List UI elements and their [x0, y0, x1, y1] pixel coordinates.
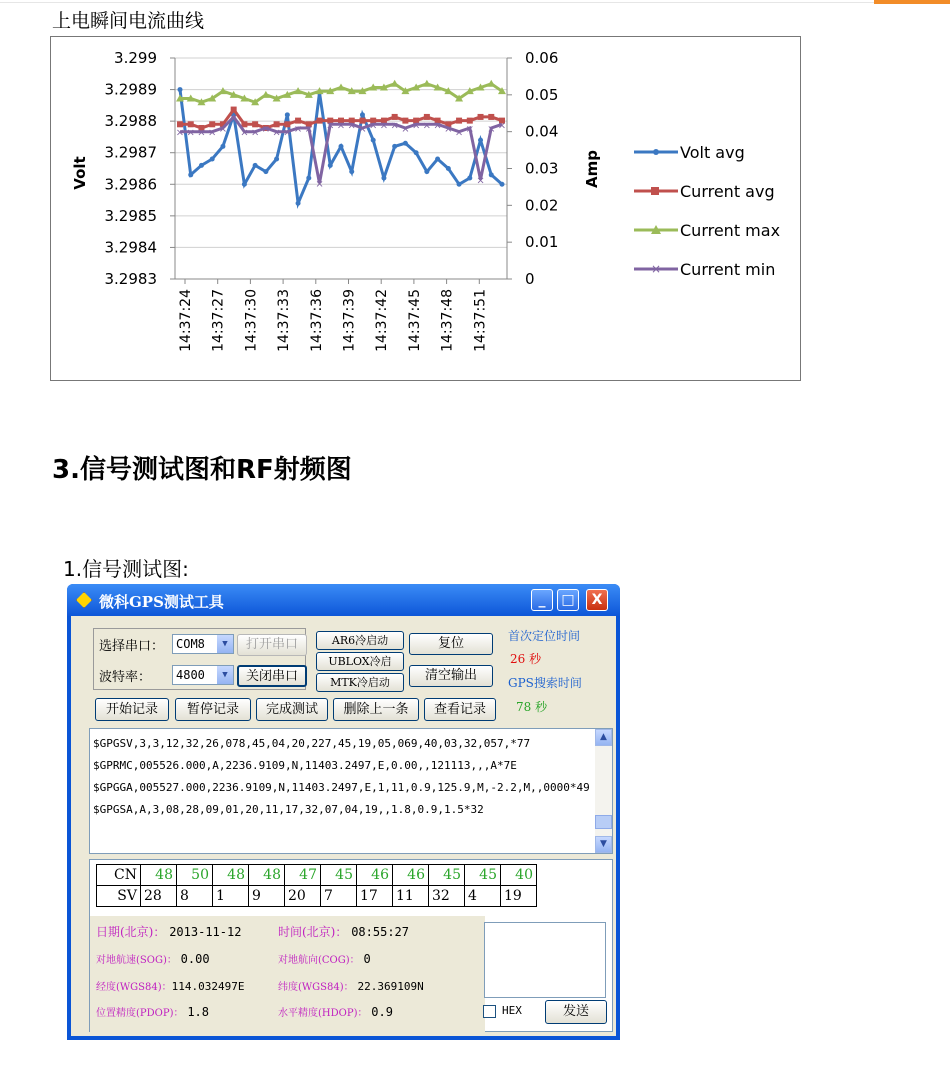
data-point	[178, 87, 183, 92]
data-point	[253, 163, 258, 168]
window-title: 微科GPS测试工具	[99, 593, 224, 611]
scroll-up-icon[interactable]: ▲	[595, 729, 612, 746]
cn-cell: 45	[321, 865, 357, 886]
mtk-cold-start-button[interactable]: MTK冷启动	[316, 673, 404, 692]
x-tick-label: 14:37:33	[276, 289, 293, 352]
hdop-field	[278, 1004, 393, 1019]
open-port-button[interactable]: 打开串口	[237, 634, 307, 656]
status-panel	[89, 859, 613, 1032]
data-point	[478, 138, 483, 143]
y-tick-label: 3.2988	[104, 112, 157, 131]
sv-cell: 11	[393, 886, 429, 907]
finish-test-button[interactable]: 完成测试	[256, 698, 328, 721]
data-point	[252, 121, 258, 127]
data-point: ×	[347, 120, 356, 132]
agps-cold-start-button[interactable]: AR6冷启动	[316, 631, 404, 650]
data-point: ×	[358, 123, 367, 135]
baud-select-value: 4800	[176, 668, 205, 682]
data-point	[457, 182, 462, 187]
app-icon	[76, 592, 92, 608]
date-value: 2013-11-12	[169, 925, 242, 939]
y2-tick-label: 0.06	[525, 49, 559, 67]
data-point	[446, 166, 451, 171]
data-point	[392, 144, 397, 149]
y-tick-label: 3.2985	[104, 206, 157, 225]
data-point: ×	[218, 123, 228, 135]
port-label: 选择串口：	[99, 639, 165, 654]
start-record-button[interactable]: 开始记录	[95, 698, 169, 721]
search-time-value: 78 秒	[516, 700, 548, 714]
delete-last-button[interactable]: 删除上一条	[333, 698, 419, 721]
data-point	[381, 175, 386, 180]
data-point: ×	[379, 120, 389, 132]
first-fix-label: 首次定位时间	[508, 629, 581, 643]
y-tick-label: 3.299	[114, 49, 157, 67]
y-tick-label: 3.2987	[104, 143, 157, 162]
y2-tick-label: 0.01	[525, 233, 559, 252]
data-point: ×	[444, 123, 453, 135]
data-point	[414, 150, 419, 155]
latitude-value: 22.369109N	[357, 980, 424, 993]
title-bar[interactable]	[67, 584, 620, 616]
data-point	[306, 175, 311, 180]
legend-marker	[651, 187, 659, 195]
data-point: ×	[197, 127, 206, 139]
scroll-thumb[interactable]	[595, 815, 612, 829]
data-point	[284, 121, 290, 127]
data-point	[328, 163, 333, 168]
y2-tick-label: 0.03	[525, 159, 559, 178]
pdop-value: 1.8	[187, 1005, 209, 1019]
x-tick-label: 14:37:45	[406, 289, 423, 352]
data-point: ×	[401, 123, 410, 135]
legend-marker	[653, 149, 659, 155]
chart-frame	[50, 36, 801, 381]
current-chart	[51, 37, 802, 382]
data-point	[424, 114, 430, 120]
data-point	[467, 175, 472, 180]
data-point	[242, 182, 247, 187]
data-point: ×	[272, 127, 281, 139]
legend-label: Volt avg	[680, 143, 745, 162]
chart-title: 上电瞬间电流曲线	[52, 10, 205, 32]
data-point: ×	[422, 120, 432, 132]
data-point: ×	[186, 127, 195, 139]
y2-tick-label: 0.04	[525, 122, 559, 141]
data-point: ×	[229, 112, 238, 124]
sv-cell: 19	[501, 886, 537, 907]
data-point	[456, 118, 462, 124]
minimize-button[interactable]: _	[531, 589, 553, 611]
cn-cell: 40	[501, 865, 537, 886]
cn-cell: 48	[249, 865, 285, 886]
data-point: ×	[283, 127, 292, 139]
y2-tick-label: 0.02	[525, 196, 559, 215]
data-point	[371, 138, 376, 143]
ublox-cold-start-button[interactable]: UBLOX冷启	[316, 652, 404, 671]
data-point	[263, 169, 268, 174]
cn-cell: 50	[177, 865, 213, 886]
scroll-down-icon[interactable]: ▼	[595, 836, 612, 853]
x-tick-label: 14:37:36	[308, 289, 325, 352]
data-point: ×	[411, 120, 421, 132]
data-point: ×	[261, 123, 271, 135]
sv-cell: 8	[177, 886, 213, 907]
data-point	[210, 157, 215, 162]
data-point	[349, 169, 354, 174]
sv-row	[97, 886, 537, 907]
data-point: ×	[487, 123, 496, 135]
y2-axis-label: Amp	[583, 150, 601, 188]
x-tick-label: 14:37:42	[374, 289, 391, 352]
x-tick-label: 14:37:39	[341, 289, 358, 352]
data-point	[359, 118, 365, 124]
view-record-button[interactable]: 查看记录	[424, 698, 496, 721]
pdop-label: 位置精度(PDOP)：	[96, 1008, 184, 1019]
data-point: ×	[208, 127, 217, 139]
data-point	[478, 114, 484, 120]
data-point	[435, 157, 440, 162]
data-point: ×	[326, 120, 335, 132]
close-port-button[interactable]: 关闭串口	[237, 665, 307, 687]
data-point	[220, 144, 225, 149]
data-point: ×	[433, 120, 442, 132]
data-point	[403, 141, 408, 146]
chevron-down-icon[interactable]: ▼	[217, 635, 233, 653]
nmea-output[interactable]	[89, 728, 613, 854]
cn-cell: 48	[213, 865, 249, 886]
send-input[interactable]	[484, 922, 606, 998]
pause-record-button[interactable]: 暂停记录	[175, 698, 251, 721]
sog-value: 0.00	[180, 952, 210, 966]
clear-output-button[interactable]: 清空输出	[409, 665, 493, 687]
data-point	[296, 201, 301, 206]
data-point	[488, 114, 494, 120]
latitude-field	[278, 978, 424, 993]
longitude-field	[96, 978, 245, 993]
data-point	[274, 157, 279, 162]
data-point	[317, 118, 323, 124]
data-point: ×	[304, 123, 313, 135]
sub-heading: 1.信号测试图:	[63, 557, 189, 581]
date-label: 日期(北京)：	[96, 925, 166, 939]
cn-cell: 46	[393, 865, 429, 886]
x-tick-label: 14:37:51	[472, 289, 489, 352]
vertical-scrollbar[interactable]	[595, 729, 612, 853]
sv-cell: 20	[285, 886, 321, 907]
y-tick-label: 3.2984	[104, 238, 157, 257]
top-rule	[0, 2, 874, 3]
data-point: ×	[336, 120, 346, 132]
cn-label: CN	[97, 865, 141, 886]
chevron-down-icon[interactable]: ▼	[217, 666, 233, 684]
pdop-field	[96, 1004, 209, 1019]
y-tick-label: 3.2986	[104, 175, 157, 194]
data-point	[402, 118, 408, 124]
longitude-label: 经度(WGS84)：	[96, 982, 172, 993]
data-point: ×	[465, 123, 474, 135]
data-point	[424, 169, 429, 174]
data-point: ×	[454, 127, 464, 139]
port-select[interactable]	[172, 634, 234, 654]
data-point	[177, 121, 183, 127]
data-point	[209, 121, 215, 127]
data-point: ×	[369, 120, 378, 132]
baud-label: 波特率：	[99, 670, 152, 685]
date-field	[96, 923, 241, 940]
hex-checkbox[interactable]	[483, 1005, 496, 1018]
accent-bar	[874, 0, 950, 4]
data-point	[285, 112, 290, 117]
cog-field	[278, 951, 371, 966]
gps-tool-window	[67, 584, 620, 1040]
send-button[interactable]: 发送	[545, 1000, 607, 1024]
satellite-table	[96, 864, 537, 907]
data-point: ×	[476, 175, 485, 187]
data-point	[199, 163, 204, 168]
data-point	[274, 121, 280, 127]
port-select-value: COM8	[176, 637, 205, 651]
sv-cell: 7	[321, 886, 357, 907]
y2-tick-label: 0.05	[525, 85, 559, 104]
legend-label: Current min	[680, 260, 776, 279]
y-tick-label: 3.2989	[104, 80, 157, 99]
data-point: ×	[315, 179, 324, 191]
time-value: 08:55:27	[351, 925, 409, 939]
y-axis-label: Volt	[71, 156, 89, 190]
data-point	[467, 118, 473, 124]
window-client	[71, 616, 616, 1036]
data-point: ×	[390, 120, 399, 132]
cog-label: 对地航向(COG)：	[278, 955, 360, 966]
legend-marker: ×	[650, 262, 662, 276]
maximize-button[interactable]: □	[557, 589, 579, 611]
longitude-value: 114.032497E	[171, 980, 245, 993]
x-tick-label: 14:37:30	[243, 289, 260, 352]
data-point: ×	[293, 123, 303, 135]
sv-cell: 17	[357, 886, 393, 907]
baud-select[interactable]	[172, 665, 234, 685]
sog-field	[96, 951, 210, 966]
first-fix-value: 26 秒	[510, 652, 542, 666]
sv-cell: 4	[465, 886, 501, 907]
cn-cell: 46	[357, 865, 393, 886]
data-point: ×	[240, 127, 249, 139]
time-label: 时间(北京)：	[278, 925, 348, 939]
cn-cell: 48	[141, 865, 177, 886]
x-tick-label: 14:37:48	[439, 289, 456, 352]
sv-cell: 1	[213, 886, 249, 907]
y2-tick-label: 0	[525, 270, 535, 288]
cn-cell: 45	[429, 865, 465, 886]
sv-cell: 28	[141, 886, 177, 907]
data-point: ×	[497, 120, 507, 132]
data-point	[231, 107, 237, 113]
x-tick-label: 14:37:27	[210, 289, 227, 352]
sog-label: 对地航速(SOG)：	[96, 955, 177, 966]
reset-button[interactable]: 复位	[409, 633, 493, 655]
data-point	[500, 182, 505, 187]
data-point	[188, 121, 194, 127]
data-point: ×	[175, 127, 185, 139]
data-point	[295, 118, 301, 124]
time-field	[278, 923, 409, 940]
close-button[interactable]: X	[586, 589, 608, 611]
data-point	[339, 144, 344, 149]
hdop-label: 水平精度(HDOP)：	[278, 1008, 368, 1019]
section-heading: 3.信号测试图和RF射频图	[52, 455, 352, 485]
sv-label: SV	[97, 886, 141, 907]
data-point	[188, 172, 193, 177]
y-tick-label: 3.2983	[104, 270, 157, 288]
data-point: ×	[250, 127, 260, 139]
search-time-label: GPS搜索时间	[508, 676, 582, 690]
legend-label: Current avg	[680, 182, 775, 201]
sv-cell: 32	[429, 886, 465, 907]
cog-value: 0	[363, 952, 371, 966]
x-tick-label: 14:37:24	[178, 289, 194, 352]
latitude-label: 纬度(WGS84)：	[278, 982, 354, 993]
data-point	[489, 172, 494, 177]
cn-row	[97, 865, 537, 886]
nmea-output-text: $GPGSV,3,3,12,32,26,078,45,04,20,227,45,19,05,069,40,03,32,057,*77 $GPRMC,005526.000,A,2236.9109,N,11403.2497,E,0.00,,121113,,,A*7E $GPGGA,005527.000,2236.9109,N,11403.2497,E,1,11,0.9,125.9,M,-2.2,M,,0000*49 $GPGSA,A,3,08,28,09,01,20,11,17,32,07,04,19,,1.8,0.9,1.5*32	[93, 737, 590, 816]
data-point	[360, 112, 365, 117]
hdop-value: 0.9	[371, 1005, 393, 1019]
cn-cell: 47	[285, 865, 321, 886]
sv-cell: 9	[249, 886, 285, 907]
hex-label: HEX	[502, 1004, 522, 1017]
legend-label: Current max	[680, 221, 781, 240]
cn-cell: 45	[465, 865, 501, 886]
data-point	[392, 114, 398, 120]
